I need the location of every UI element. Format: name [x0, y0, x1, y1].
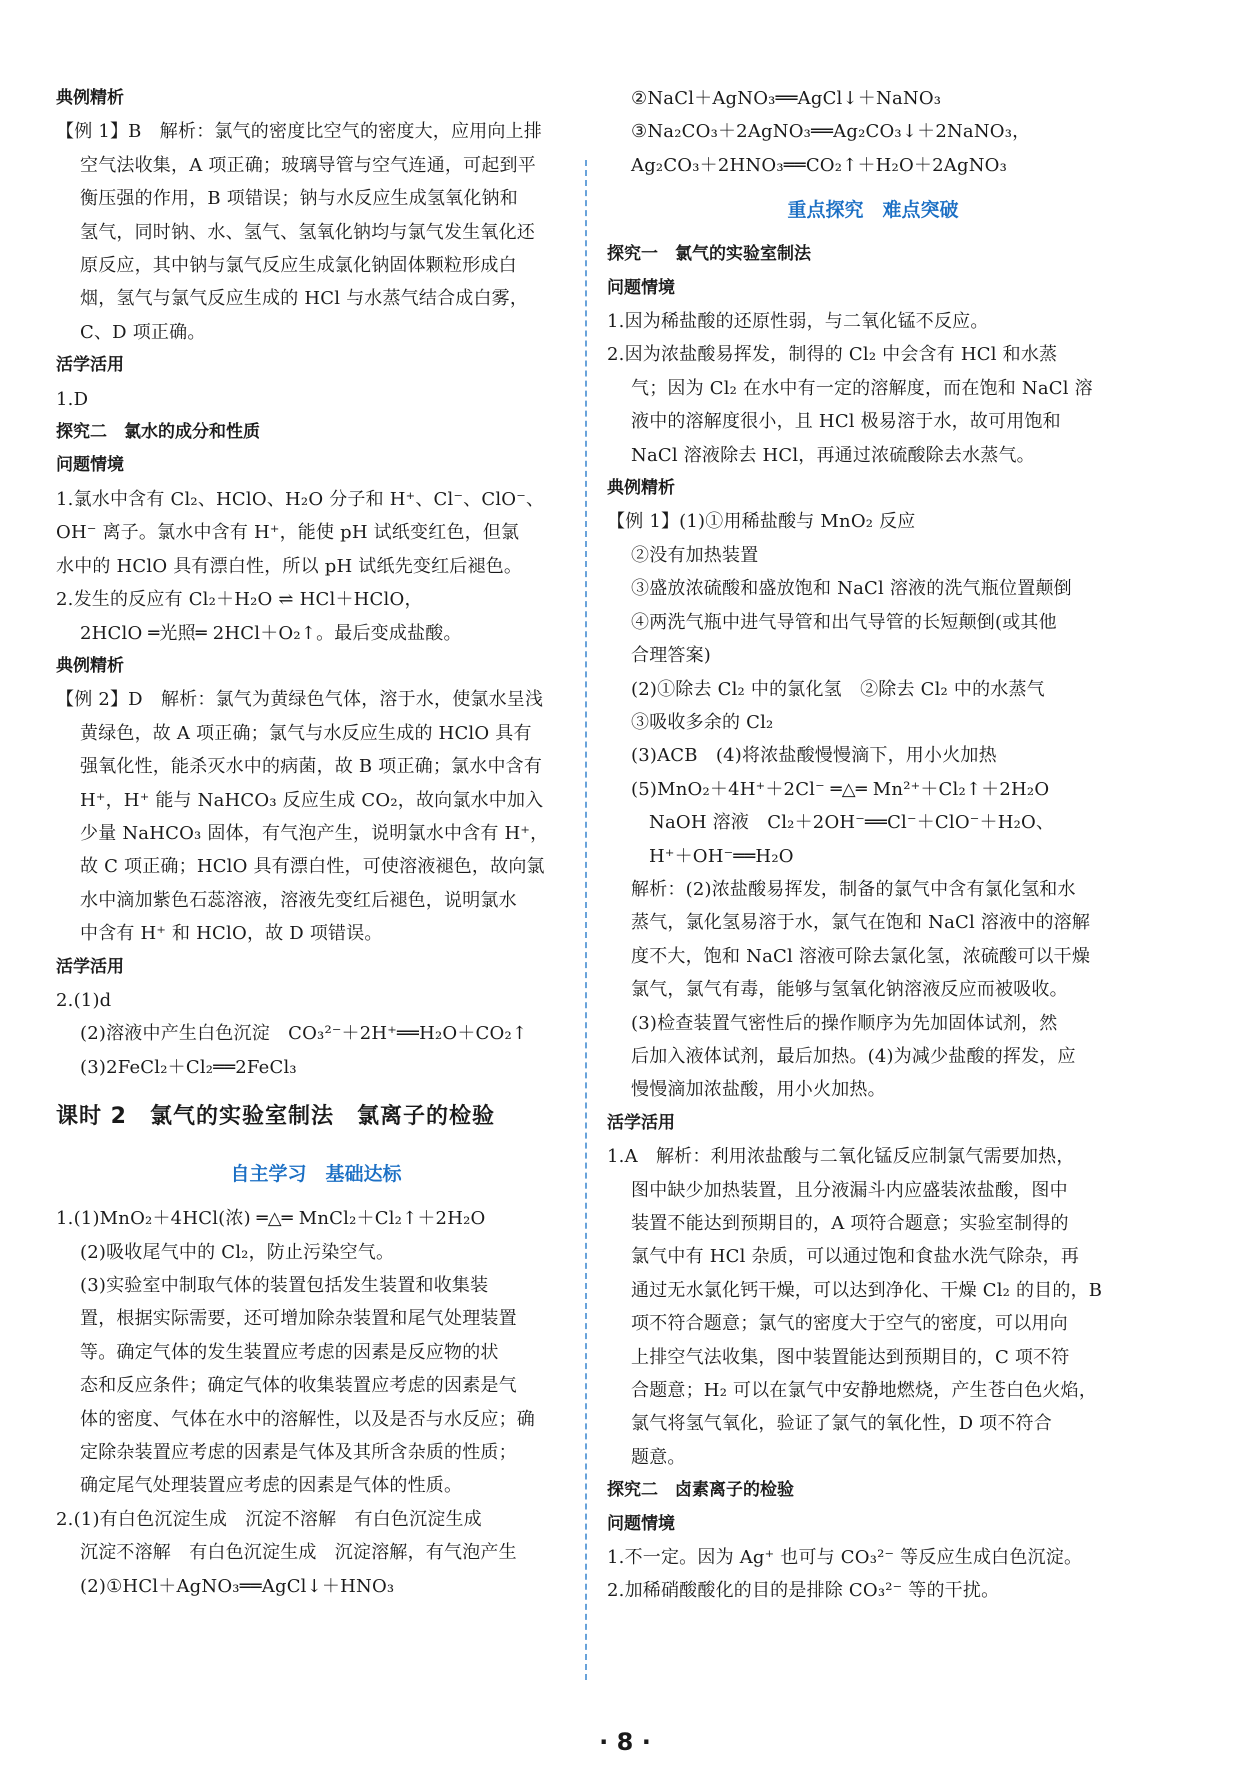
text-line: Ag₂CO₃＋2HNO₃══CO₂↑＋H₂O＋2AgNO₃	[631, 154, 1008, 176]
text-line: 黄绿色，故 A 项正确；氯气与水反应生成的 HClO 具有	[80, 722, 532, 744]
text-line: 合题意；H₂ 可以在氯气中安静地燃烧，产生苍白色火焰，	[631, 1380, 1098, 1402]
text-line: (5)MnO₂＋4H⁺＋2Cl⁻ ═△═ Mn²⁺＋Cl₂↑＋2H₂O	[631, 778, 1050, 800]
text-line: 图中缺少加热装置，且分液漏斗内应盛装浓盐酸，图中	[631, 1179, 1068, 1201]
text-line: (3)检查装置气密性后的操作顺序为先加固体试剂，然	[631, 1012, 1058, 1034]
column-divider	[585, 160, 587, 1680]
text-line: (3)2FeCl₂＋Cl₂══2FeCl₃	[80, 1056, 297, 1078]
text-line: 置，根据实际需要，还可增加除杂装置和尾气处理装置	[80, 1308, 517, 1330]
text-line: 空气法收集，A 项正确；玻璃导管与空气连通，可起到平	[80, 154, 536, 176]
text-line: OH⁻ 离子。氯水中含有 H⁺，能使 pH 试纸变红色，但氯	[56, 522, 520, 544]
left-column	[56, 82, 576, 1603]
text-line: 慢慢滴加浓盐酸，用小火加热。	[631, 1079, 886, 1101]
text-line: (2)吸收尾气中的 Cl₂，防止污染空气。	[80, 1241, 395, 1263]
text-line: ③盛放浓硫酸和盛放饱和 NaCl 溶液的洗气瓶位置颠倒	[631, 578, 1072, 600]
text-line: 中含有 H⁺ 和 HClO，故 D 项错误。	[80, 923, 383, 945]
text-line: (3)ACB (4)将浓盐酸慢慢滴下，用小火加热	[631, 745, 997, 767]
section-heading: 重点探究 难点突破	[787, 199, 959, 222]
text-line: ③吸收多余的 Cl₂	[631, 711, 774, 733]
text-line: 少量 NaHCO₃ 固体，有气泡产生，说明氯水中含有 H⁺，	[80, 822, 549, 844]
text-line: 故 C 项正确；HClO 具有漂白性，可使溶液褪色，故向氯	[80, 856, 545, 878]
text-line: 烟，氢气与氯气反应生成的 HCl 与水蒸气结合成白雾，	[80, 288, 529, 310]
text-line: 态和反应条件；确定气体的收集装置应考虑的因素是气	[80, 1375, 517, 1397]
text-line: 2.加稀硝酸酸化的目的是排除 CO₃²⁻ 等的干扰。	[607, 1580, 1000, 1602]
text-line: ④两洗气瓶中进气导管和出气导管的长短颠倒(或其他	[631, 611, 1057, 633]
subheading: 问题情境	[56, 455, 124, 476]
text-line: 原反应，其中钠与氯气反应生成氯化钠固体颗粒形成白	[80, 255, 517, 277]
text-line: 定除杂装置应考虑的因素是气体及其所含杂质的性质；	[80, 1442, 517, 1464]
text-line: 气；因为 Cl₂ 在水中有一定的溶解度，而在饱和 NaCl 溶	[631, 377, 1093, 399]
text-line: (3)实验室中制取气体的装置包括发生装置和收集装	[80, 1275, 489, 1296]
text-line: 水中滴加紫色石蕊溶液，溶液先变红后褪色，说明氯水	[80, 889, 517, 911]
text-line: 解析：(2)浓盐酸易挥发，制备的氯气中含有氯化氢和水	[631, 878, 1076, 900]
text-line: 通过无水氯化钙干燥，可以达到净化、干燥 Cl₂ 的目的，B	[631, 1279, 1103, 1301]
text-line: 合理答案)	[631, 645, 712, 667]
subheading: 活学活用	[56, 355, 124, 376]
text-line: 1.(1)MnO₂＋4HCl(浓) ═△═ MnCl₂＋Cl₂↑＋2H₂O	[56, 1208, 486, 1230]
text-line: 氯气，氯气有毒，能够与氢氧化钠溶液反应而被吸收。	[631, 979, 1068, 1001]
text-line: 衡压强的作用，B 项错误；钠与水反应生成氢氧化钠和	[80, 188, 518, 210]
text-line: C、D 项正确。	[80, 321, 206, 343]
text-line: 强氧化性，能杀灭水中的病菌，故 B 项正确；氯水中含有	[80, 756, 543, 778]
text-line: NaCl 溶液除去 HCl，再通过浓硫酸除去水蒸气。	[631, 444, 1035, 466]
subheading: 问题情境	[607, 277, 675, 298]
text-line: 蒸气，氯化氢易溶于水，氯气在饱和 NaCl 溶液中的溶解	[631, 912, 1091, 934]
text-line: ②NaCl＋AgNO₃══AgCl↓＋NaNO₃	[631, 88, 942, 109]
text-line: 2.因为浓盐酸易挥发，制得的 Cl₂ 中会含有 HCl 和水蒸	[607, 344, 1058, 366]
subheading: 典例精析	[56, 88, 124, 108]
text-line: 上排空气法收集，图中装置能达到预期目的，C 项不符	[631, 1346, 1070, 1368]
page-number: · 8 ·	[599, 1728, 651, 1756]
subheading: 探究一 氯气的实验室制法	[607, 244, 811, 265]
text-line: ③Na₂CO₃＋2AgNO₃══Ag₂CO₃↓＋2NaNO₃，	[631, 121, 1031, 143]
subheading: 活学活用	[607, 1112, 675, 1133]
text-line: 等。确定气体的发生装置应考虑的因素是反应物的状	[80, 1341, 499, 1363]
subheading: 典例精析	[607, 478, 675, 499]
text-line: 项不符合题意；氯气的密度大于空气的密度，可以用向	[631, 1313, 1068, 1335]
text-line: 2HClO ═光照═ 2HCl＋O₂↑。最后变成盐酸。	[80, 622, 462, 644]
text-line: 1.氯水中含有 Cl₂、HClO、H₂O 分子和 H⁺、Cl⁻、ClO⁻、	[56, 488, 545, 510]
text-line: 【例 1】(1)①用稀盐酸与 MnO₂ 反应	[607, 511, 916, 533]
text-line: 【例 1】B 解析：氯气的密度比空气的密度大，应用向上排	[56, 121, 542, 143]
section-heading: 自主学习 基础达标	[230, 1163, 402, 1186]
text-line: 1.不一定。因为 Ag⁺ 也可与 CO₃²⁻ 等反应生成白色沉淀。	[607, 1547, 1083, 1569]
text-line: 【例 2】D 解析：氯气为黄绿色气体，溶于水，使氯水呈浅	[56, 689, 544, 711]
text-line: NaOH 溶液 Cl₂＋2OH⁻══Cl⁻＋ClO⁻＋H₂O、	[649, 812, 1055, 834]
text-line: 水中的 HClO 具有漂白性，所以 pH 试纸先变红后褪色。	[56, 555, 523, 577]
text-line: 2.(1)d	[56, 989, 112, 1011]
text-line: 后加入液体试剂，最后加热。(4)为减少盐酸的挥发，应	[631, 1045, 1076, 1067]
text-line: ②没有加热装置	[631, 544, 759, 566]
text-line: H⁺＋OH⁻══H₂O	[649, 845, 794, 867]
subheading: 活学活用	[56, 956, 124, 977]
text-line: 沉淀不溶解 有白色沉淀生成 沉淀溶解，有气泡产生	[80, 1542, 517, 1564]
text-line: 度不大，饱和 NaCl 溶液可除去氯化氢，浓硫酸可以干燥	[631, 945, 1091, 967]
text-line: (2)溶液中产生白色沉淀 CO₃²⁻＋2H⁺══H₂O＋CO₂↑	[80, 1023, 528, 1045]
text-line: 氯气将氢气氧化，验证了氯气的氧化性，D 项不符合	[631, 1413, 1052, 1435]
right-column	[607, 82, 1139, 1608]
text-line: (2)①除去 Cl₂ 中的氯化氢 ②除去 Cl₂ 中的水蒸气	[631, 678, 1045, 700]
subheading: 探究二 卤素离子的检验	[607, 1480, 794, 1501]
text-line: 2.(1)有白色沉淀生成 沉淀不溶解 有白色沉淀生成	[56, 1508, 482, 1530]
text-line: H⁺，H⁺ 能与 NaHCO₃ 反应生成 CO₂，故向氯水中加入	[80, 789, 544, 811]
subheading: 典例精析	[56, 655, 124, 676]
lesson-title: 课时 2 氯气的实验室制法 氯离子的检验	[56, 1104, 495, 1130]
text-line: 装置不能达到预期目的，A 项符合题意；实验室制得的	[631, 1213, 1069, 1234]
subheading: 探究二 氯水的成分和性质	[56, 422, 260, 443]
text-line: 题意。	[631, 1446, 686, 1468]
text-line: 氯气中有 HCl 杂质，可以通过饱和食盐水洗气除杂，再	[631, 1246, 1080, 1268]
text-line: 1.D	[56, 388, 89, 410]
text-line: 氢气，同时钠、水、氢气、氢氧化钠均与氯气发生氧化还	[80, 221, 535, 243]
text-line: 2.发生的反应有 Cl₂＋H₂O ⇌ HCl＋HClO，	[56, 589, 423, 611]
text-line: 液中的溶解度很小，且 HCl 极易溶于水，故可用饱和	[631, 411, 1061, 433]
text-line: 1.A 解析：利用浓盐酸与二氧化锰反应制氯气需要加热，	[607, 1146, 1075, 1168]
text-line: 1.因为稀盐酸的还原性弱，与二氧化锰不反应。	[607, 311, 989, 333]
text-line: 确定尾气处理装置应考虑的因素是气体的性质。	[80, 1475, 463, 1497]
text-line: 体的密度、气体在水中的溶解性，以及是否与水反应；确	[80, 1408, 535, 1430]
text-line: (2)①HCl＋AgNO₃══AgCl↓＋HNO₃	[80, 1575, 395, 1597]
subheading: 问题情境	[607, 1513, 675, 1534]
